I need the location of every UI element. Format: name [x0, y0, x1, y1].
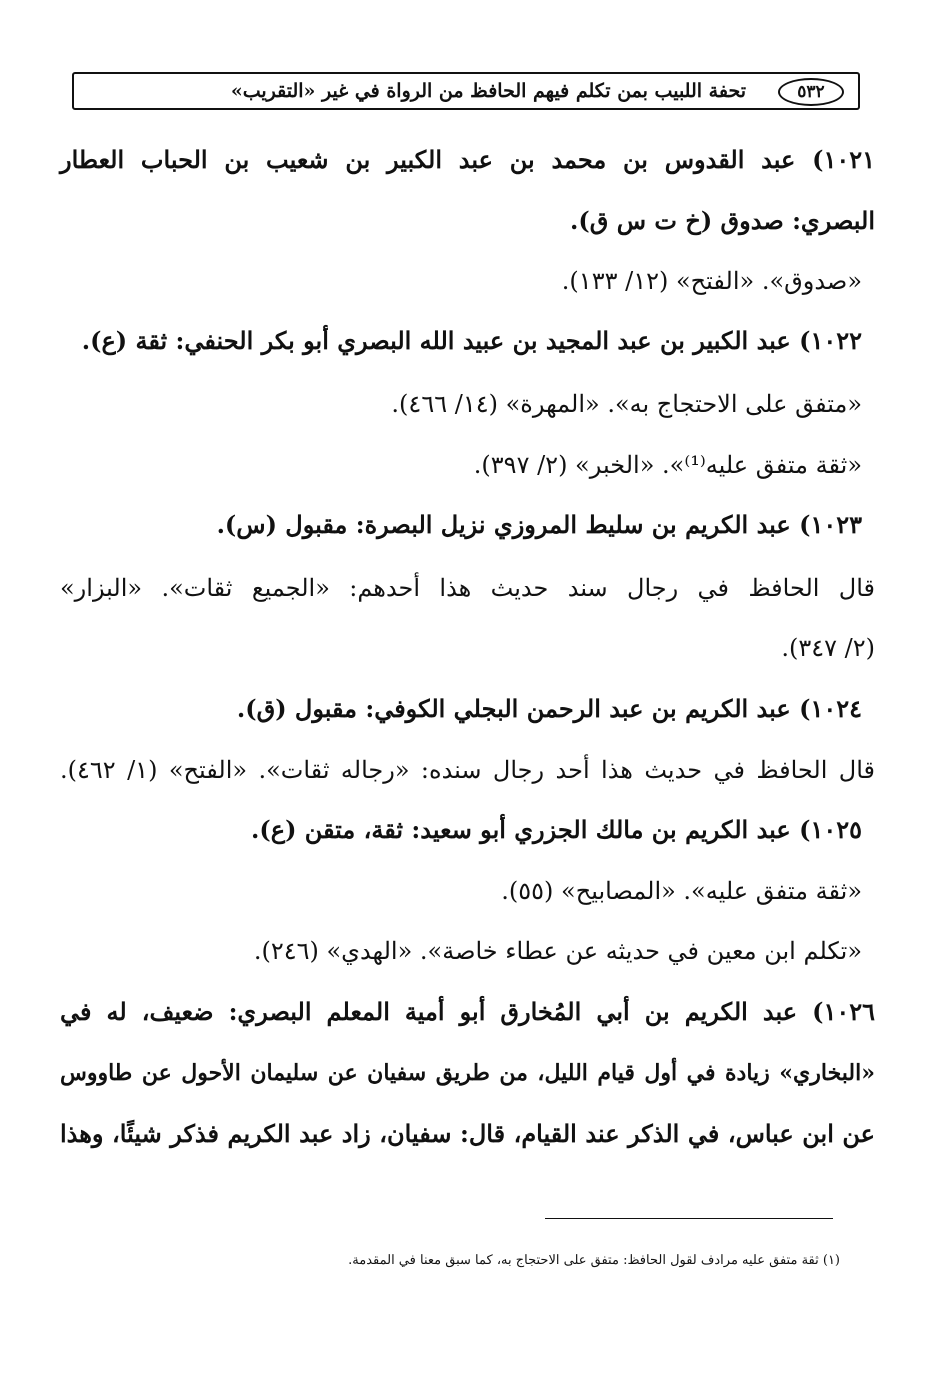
- entry-1021-note: «صدوق». «الفتح» (١٢/ ١٣٣).: [561, 267, 862, 295]
- footnote: (١) ثقة متفق عليه مرادف لقول الحافظ: متفق على الاحتجاج به، كما سبق معنا في المقدمة.: [348, 1253, 840, 1268]
- entry-1024-line: ١٠٢٤) عبد الكريم بن عبد الرحمن البجلي الكوفي: مقبول (ق).: [236, 694, 862, 723]
- entry-1025-note-1: «ثقة متفق عليه». «المصابيح» (٥٥).: [501, 877, 862, 905]
- page-number: ٥٣٢: [778, 78, 844, 106]
- entry-1023-line: ١٠٢٣) عبد الكريم بن سليط المروزي نزيل البصرة: مقبول (س).: [216, 510, 862, 539]
- entry-1024-note: قال الحافظ في حديث هذا أحد رجال سنده: «رجاله ثقات». «الفتح» (١/ ٤٦٢).: [60, 756, 875, 784]
- entry-1026-line-1: ١٠٢٦) عبد الكريم بن أبي المُخارق أبو أمية المعلم البصري: ضعيف، له في: [60, 997, 875, 1026]
- entry-1023-note-line-2: (٢/ ٣٤٧).: [781, 634, 875, 662]
- entry-1025-line: ١٠٢٥) عبد الكريم بن مالك الجزري أبو سعيد: ثقة، متقن (ع).: [251, 815, 862, 844]
- footnote-separator: [545, 1218, 833, 1219]
- entry-1022-line: ١٠٢٢) عبد الكبير بن عبد المجيد بن عبيد الله البصري أبو بكر الحنفي: ثقة (ع).: [81, 326, 862, 355]
- page-header: [72, 72, 860, 110]
- entry-1022-note-1: «متفق على الاحتجاج به». «المهرة» (١٤/ ٤٦٦).: [391, 390, 862, 418]
- entry-1022-note-2: «ثقة متفق عليه⁽¹⁾». «الخبر» (٢/ ٣٩٧).: [473, 451, 862, 479]
- entry-1021-line-2: البصري: صدوق (خ ت س ق).: [570, 206, 875, 235]
- entry-1025-note-2: «تكلم ابن معين في حديثه عن عطاء خاصة». «الهدي» (٢٤٦).: [253, 937, 862, 965]
- entry-1026-line-3: عن ابن عباس، في الذكر عند القيام، قال: سفيان، زاد عبد الكريم فذكر شيئًا، وهذا: [60, 1119, 875, 1148]
- entry-1021-line-1: ١٠٢١) عبد القدوس بن محمد بن عبد الكبير بن شعيب بن الحباب العطار: [60, 145, 875, 174]
- entry-1023-note-line-1: قال الحافظ في رجال سند حديث هذا أحدهم: «الجميع ثقات». «البزار»: [60, 574, 875, 602]
- entry-1026-line-2: «البخاري» زيادة في أول قيام الليل، من طريق سفيان عن سليمان الأحول عن طاووس: [60, 1060, 875, 1086]
- running-title: تحفة اللبيب بمن تكلم فيهم الحافظ من الرواة في غير «التقريب»: [230, 80, 746, 102]
